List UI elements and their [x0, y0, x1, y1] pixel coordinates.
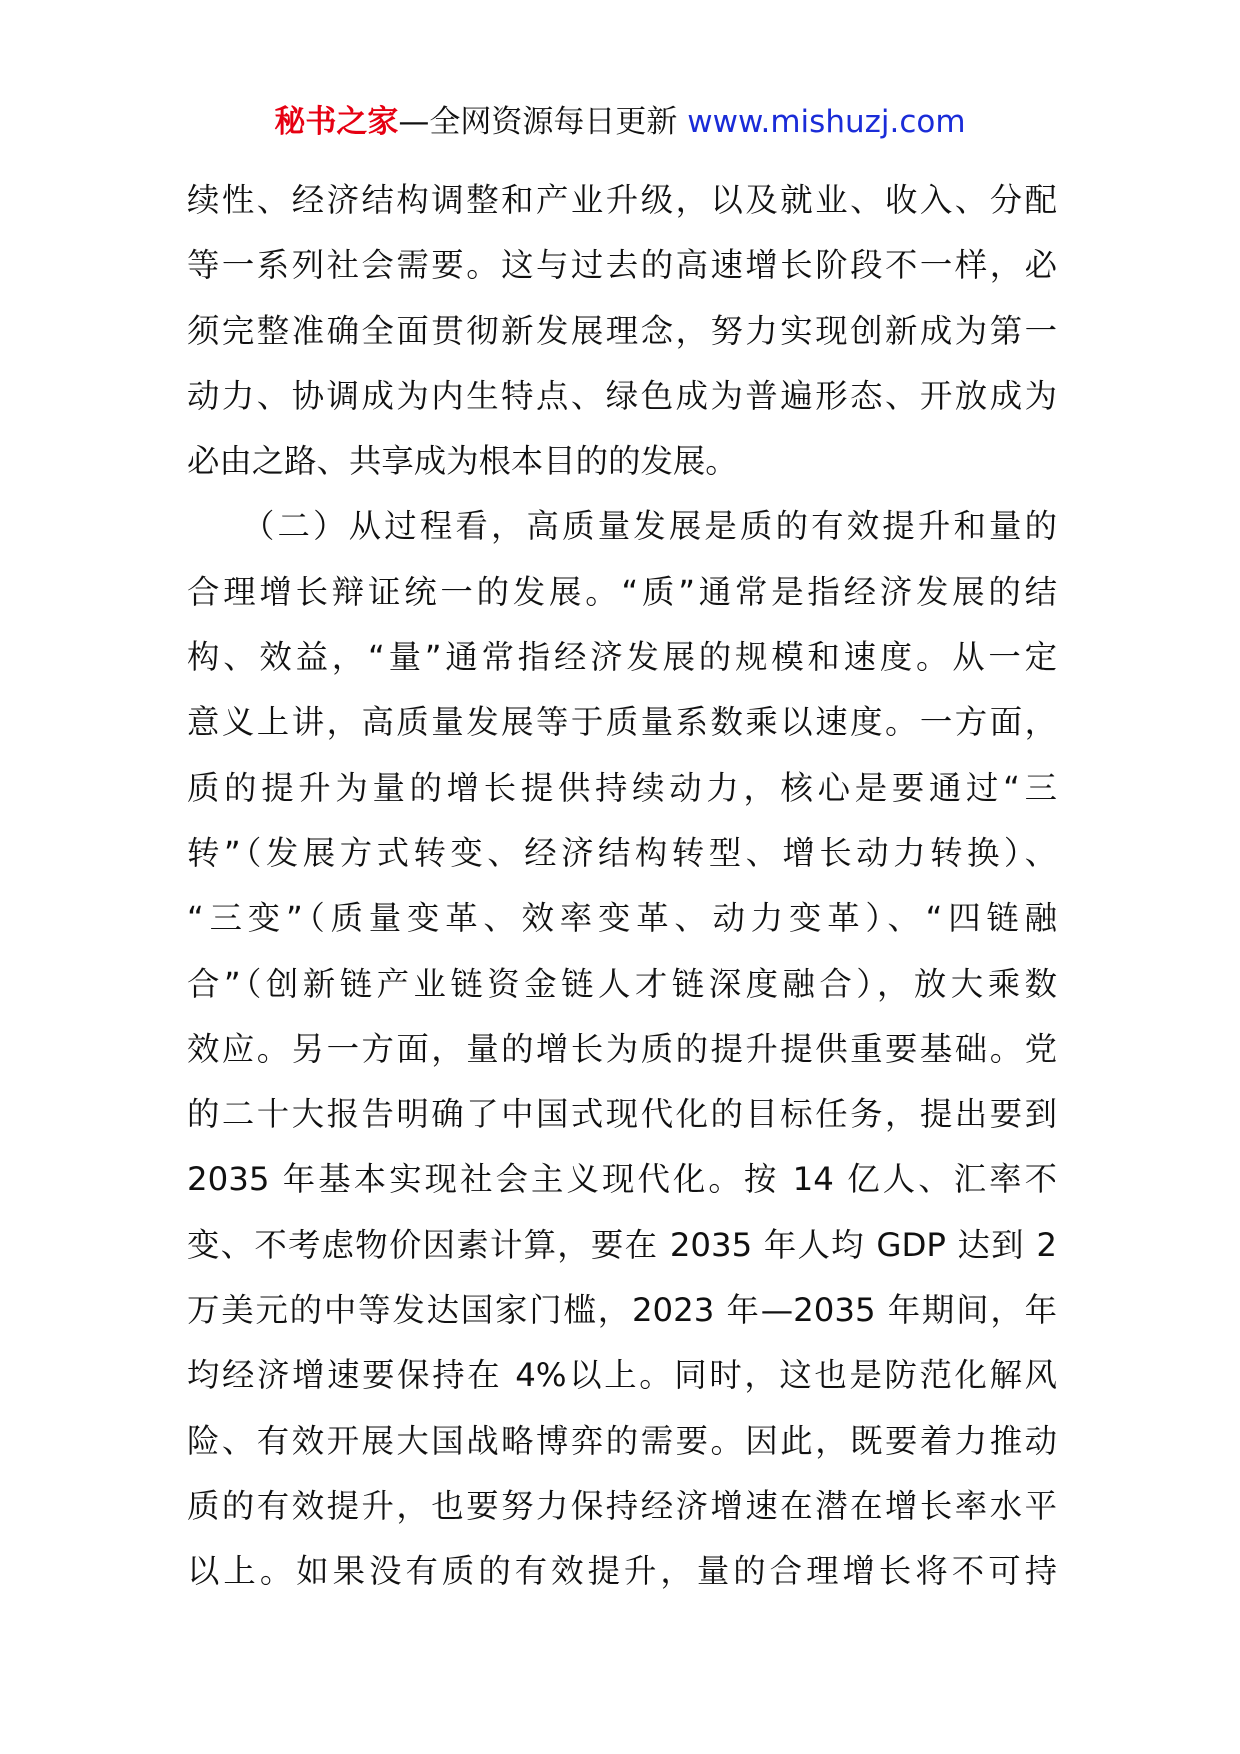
page-header — [0, 102, 1240, 142]
text-line: 万美元的中等发达国家门槛，2023 年—2035 年期间，年 — [187, 1291, 1057, 1330]
text-line: 须完整准确全面贯彻新发展理念，努力实现创新成为第一 — [187, 311, 1057, 350]
text-line: 转”（发展方式转变、经济结构转型、增长动力转换）、 — [187, 833, 1057, 872]
text-line: 质的有效提升，也要努力保持经济增速在潜在增长率水平 — [187, 1486, 1057, 1525]
text-line: 合”（创新链产业链资金链人才链深度融合），放大乘数 — [187, 964, 1057, 1003]
text-line: 的二十大报告明确了中国式现代化的目标任务，提出要到 — [187, 1095, 1057, 1134]
text-line: 2035 年基本实现社会主义现代化。按 14 亿人、汇率不 — [187, 1160, 1057, 1199]
text-line: 均经济增速要保持在 4%以上。同时，这也是防范化解风 — [187, 1356, 1057, 1395]
text-line: 动力、协调成为内生特点、绿色成为普遍形态、开放成为 — [187, 376, 1057, 415]
document-body — [187, 168, 1057, 1605]
text-line: 合理增长辩证统一的发展。“质”通常是指经济发展的结 — [187, 572, 1057, 611]
text-line: 等一系列社会需要。这与过去的高速增长阶段不一样，必 — [187, 246, 1057, 285]
text-line: 意义上讲，高质量发展等于质量系数乘以速度。一方面， — [187, 703, 1057, 742]
text-line: “三变”（质量变革、效率变革、动力变革）、“四链融 — [187, 899, 1057, 938]
text-line: 续性、经济结构调整和产业升级，以及就业、收入、分配 — [187, 181, 1057, 219]
site-url-link[interactable]: www.mishuzj.com — [687, 104, 966, 140]
text-line: 变、不考虑物价因素计算，要在 2035 年人均 GDP 达到 2 — [187, 1225, 1057, 1264]
text-line: 构、效益，“量”通常指经济发展的规模和速度。从一定 — [187, 638, 1057, 677]
text-line: 必由之路、共享成为根本目的的发展。 — [187, 442, 738, 481]
text-line: 质的提升为量的增长提供持续动力，核心是要通过“三 — [187, 768, 1057, 807]
text-line: 效应。另一方面，量的增长为质的提升提供重要基础。党 — [187, 1029, 1057, 1068]
text-line: 险、有效开展大国战略博弈的需要。因此，既要着力推动 — [187, 1421, 1057, 1460]
header-slogan: —全网资源每日更新 — [398, 104, 688, 140]
site-name: 秘书之家 — [274, 104, 399, 140]
text-line: 以上。如果没有质的有效提升，量的合理增长将不可持 — [187, 1552, 1057, 1591]
text-line: （二）从过程看，高质量发展是质的有效提升和量的 — [187, 507, 1057, 546]
